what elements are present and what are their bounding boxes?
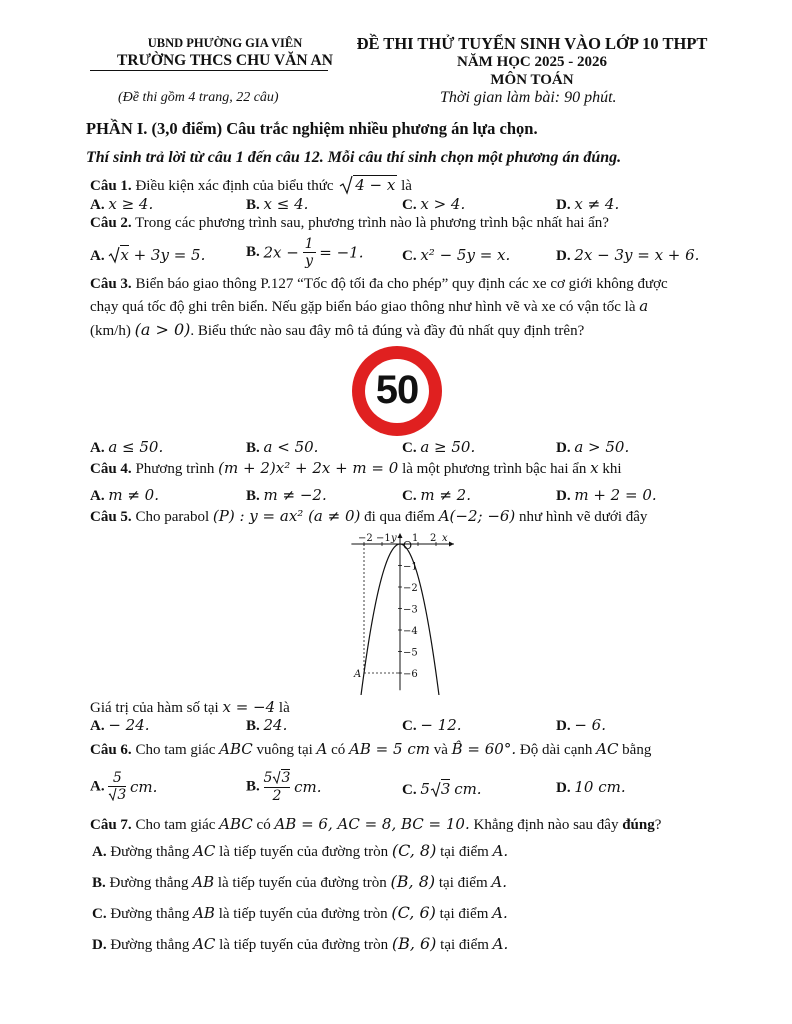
q5-stem: Câu 5. Cho parabol (P) : y = ax² (a ≠ 0) đi qua điểm A(−2; −6) như hình vẽ dưới đây: [90, 507, 648, 525]
sqrt-icon: [108, 787, 117, 801]
exam-time: Thời gian làm bài: 90 phút.: [440, 89, 617, 106]
x-axis-label: x: [442, 533, 448, 544]
y-axis-label: y: [391, 533, 397, 544]
q4-option-c[interactable]: C. m ≠ 2.: [402, 486, 471, 504]
q1-option-b[interactable]: B. x ≤ 4.: [246, 195, 309, 213]
q5-option-b[interactable]: B. 24.: [246, 716, 288, 734]
origin-label: O: [403, 539, 413, 552]
q4-option-a[interactable]: A. m ≠ 0.: [90, 486, 159, 504]
q7-option-a[interactable]: A. Đường thẳng AC là tiếp tuyến của đường tròn (C, 8) tại điểm A.: [92, 841, 509, 860]
q7-option-d[interactable]: D. Đường thẳng AC là tiếp tuyến của đường tròn (B, 6) tại điểm A.: [92, 934, 509, 953]
q2-option-c[interactable]: C. x² − 5y = x.: [402, 246, 511, 264]
x-tick-label: 2: [430, 533, 437, 544]
q7-stem: Câu 7. Cho tam giác ABC có AB = 6, AC = 8, BC = 10. Khẳng định nào sau đây đúng?: [90, 815, 662, 833]
point-a-label: A: [354, 669, 362, 680]
sqrt-icon: [430, 781, 441, 797]
q1-option-c[interactable]: C. x > 4.: [402, 195, 466, 213]
q3-option-c[interactable]: C. a ≥ 50.: [402, 438, 476, 456]
q3-stem-line1: Câu 3. Biển báo giao thông P.127 “Tốc độ tối đa cho phép” quy định các xe cơ giới không được: [90, 276, 668, 292]
q7-option-b[interactable]: B. Đường thẳng AB là tiếp tuyến của đường tròn (B, 8) tại điểm A.: [92, 872, 507, 891]
speed-limit-value: 50: [375, 368, 419, 412]
school-underline: [90, 70, 328, 71]
part1-instruction: Thí sinh trả lời từ câu 1 đến câu 12. Mỗi câu thí sinh chọn một phương án đúng.: [86, 149, 622, 166]
q6-option-b[interactable]: B. $\frac{5 3}{2}$ cm.: [246, 770, 322, 804]
q5-option-a[interactable]: A. − 24.: [90, 716, 150, 734]
y-axis-arrow-icon: [398, 533, 403, 538]
q5-option-c[interactable]: C. − 12.: [402, 716, 462, 734]
q3-stem-line3: (km/h) (a > 0). Biểu thức nào sau đây mô tả đúng và đầy đủ nhất quy định trên?: [90, 320, 585, 339]
q2-stem: Câu 2. Trong các phương trình sau, phương trình nào là phương trình bậc nhất hai ẩn?: [90, 215, 609, 231]
sqrt-icon: [108, 246, 120, 264]
q3-stem-line2: chạy quá tốc độ ghi trên biển. Nếu gặp biển báo giao thông như hình vẽ và xe có vận tốc là a: [90, 297, 649, 315]
q3-option-a[interactable]: A. a ≤ 50.: [90, 438, 164, 456]
q4-stem: Câu 4. Phương trình (m + 2)x² + 2x + m = 0 là một phương trình bậc hai ẩn x khi: [90, 459, 622, 477]
q2-option-a[interactable]: A. x + 3y = 5.: [90, 246, 206, 264]
x-tick-label: −2: [358, 533, 373, 544]
y-tick-label: −6: [403, 669, 418, 680]
school-name: TRƯỜNG THCS CHU VĂN AN: [117, 52, 333, 69]
q4-option-d[interactable]: D. m + 2 = 0.: [556, 486, 657, 504]
y-tick-label: −4: [403, 626, 418, 637]
org-name: UBND PHƯỜNG GIA VIÊN: [147, 36, 303, 50]
sqrt-icon: [339, 175, 353, 195]
x-tick-label: −1: [376, 533, 391, 544]
q7-option-c[interactable]: C. Đường thẳng AB là tiếp tuyến của đường tròn (C, 6) tại điểm A.: [92, 903, 508, 922]
y-tick-label: −3: [403, 604, 418, 616]
q6-option-a[interactable]: A. $\frac{5}{3}$ cm.: [90, 770, 158, 803]
q6-option-c[interactable]: C. 5 3 cm.: [402, 780, 482, 798]
q3-option-b[interactable]: B. a < 50.: [246, 438, 319, 456]
exam-title: ĐỀ THI THỬ TUYỂN SINH VÀO LỚP 10 THPT: [356, 34, 708, 53]
part1-title: PHẦN I. (3,0 điểm) Câu trắc nghiệm nhiều phương án lựa chọn.: [86, 119, 538, 138]
parabol-graph: [330, 533, 470, 695]
q5-option-d[interactable]: D. − 6.: [556, 716, 606, 734]
q5-after: Giá trị của hàm số tại x = −4 là: [90, 698, 290, 716]
q2-option-d[interactable]: D. 2x − 3y = x + 6.: [556, 246, 700, 264]
q2-option-b[interactable]: B. 2x − $\frac{1}{y}$ = −1.: [246, 236, 364, 269]
q1-option-a[interactable]: A. x ≥ 4.: [90, 195, 154, 213]
y-tick-label: −2: [403, 583, 418, 594]
q4-option-b[interactable]: B. m ≠ −2.: [246, 486, 327, 504]
q6-option-d[interactable]: D. 10 cm.: [556, 778, 626, 796]
exam-year: NĂM HỌC 2025 - 2026: [457, 54, 607, 70]
q1-stem: Câu 1. Điều kiện xác định của biểu thức 4 − x là: [90, 176, 412, 194]
x-tick-label: 1: [412, 533, 419, 544]
exam-subject: MÔN TOÁN: [490, 72, 574, 88]
q3-option-d[interactable]: D. a > 50.: [556, 438, 630, 456]
pages-note: (Đề thi gồm 4 trang, 22 câu): [118, 90, 279, 105]
x-axis-arrow-icon: [449, 542, 454, 547]
y-tick-label: −5: [403, 647, 418, 659]
y-tick-label: −1: [403, 561, 418, 573]
q6-stem: Câu 6. Cho tam giác ABC vuông tại A có AB = 5 cm và B̂ = 60°. Độ dài cạnh AC bằng: [90, 740, 652, 758]
q1-option-d[interactable]: D. x ≠ 4.: [556, 195, 620, 213]
